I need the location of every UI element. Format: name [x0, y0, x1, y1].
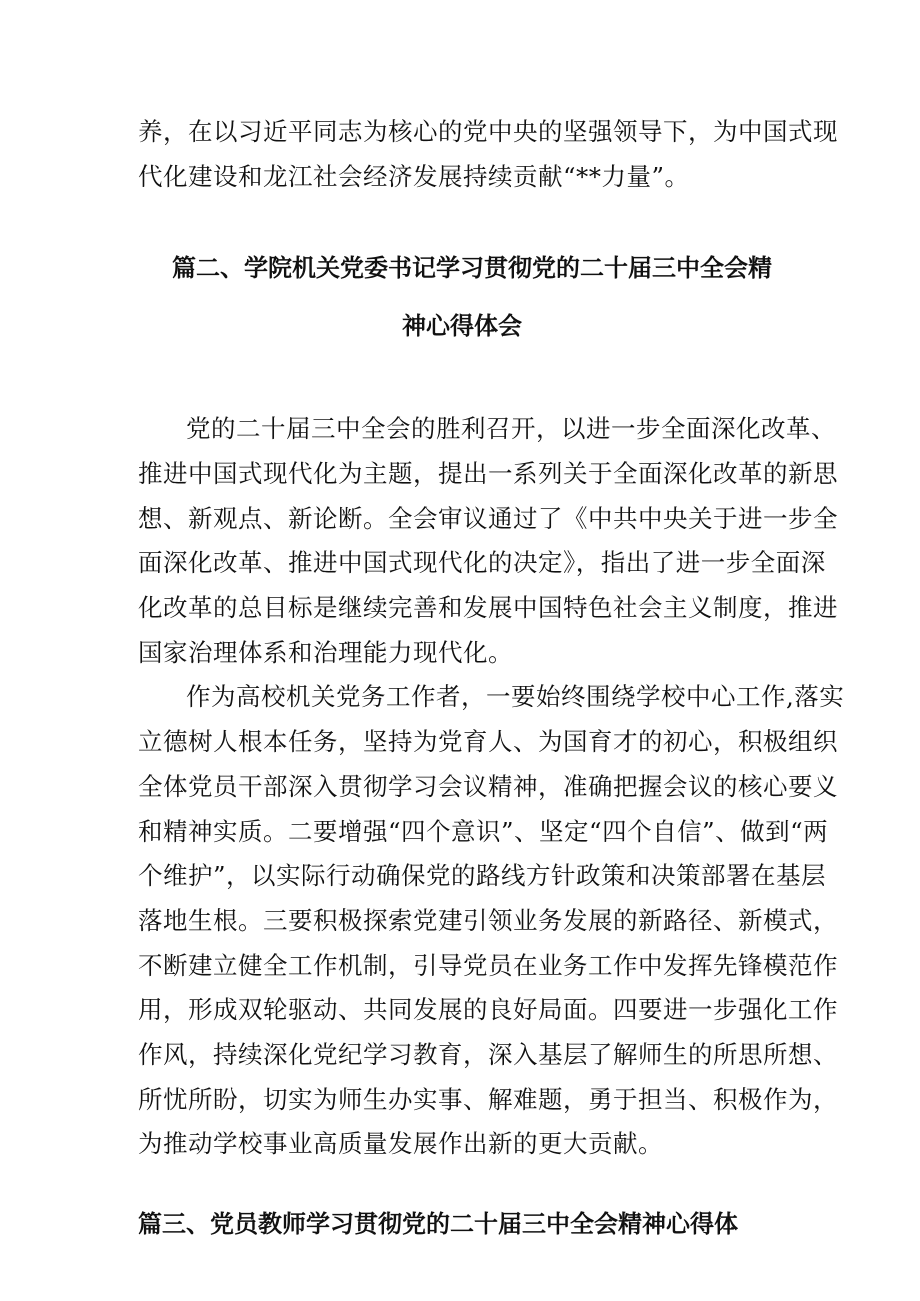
- section2-title-line-2: 神心得体会: [402, 312, 522, 340]
- s2-p2-line-11: 为推动学校事业高质量发展作出新的更大贡献。: [138, 1129, 663, 1158]
- s2-p2-line-8: 用，形成双轮驱动、共同发展的良好局面。四要进一步强化工作: [138, 995, 838, 1024]
- s2-p1-line-6: 国家治理体系和治理能力现代化。: [138, 638, 513, 667]
- s2-p2-line-9: 作风，持续深化党纪学习教育，深入基层了解师生的所思所想、: [138, 1040, 838, 1069]
- intro-line-2: 代化建设和龙江社会经济发展持续贡献“**力量”。: [138, 162, 690, 191]
- s2-p2-line-7: 不断建立健全工作机制，引导党员在业务工作中发挥先锋模范作: [138, 951, 838, 980]
- s2-p2-line-10: 所忧所盼，切实为师生办实事、解难题，勇于担当、积极作为，: [138, 1085, 838, 1114]
- section2-title-line-1: 篇二、学院机关党委书记学习贯彻党的二十届三中全会精: [172, 254, 772, 282]
- s2-p2-line-4: 和精神实质。二要增强“四个意识”、坚定“四个自信”、做到“两: [138, 817, 829, 846]
- s2-p2-line-1: 作为高校机关党务工作者，一要始终围绕学校中心工作,落实: [186, 682, 845, 711]
- s2-p2-line-3: 全体党员干部深入贯彻学习会议精神，准确把握会议的核心要义: [138, 772, 838, 801]
- section3-title-line-1: 篇三、党员教师学习贯彻党的二十届三中全会精神心得体: [138, 1210, 738, 1238]
- intro-line-1: 养，在以习近平同志为核心的党中央的坚强领导下，为中国式现: [138, 117, 838, 146]
- s2-p2-line-6: 落地生根。三要积极探索党建引领业务发展的新路径、新模式，: [138, 906, 838, 935]
- s2-p1-line-2: 推进中国式现代化为主题，提出一系列关于全面深化改革的新思: [138, 459, 838, 488]
- s2-p1-line-4: 面深化改革、推进中国式现代化的决定》，指出了进一步全面深: [138, 548, 826, 577]
- s2-p2-line-2: 立德树人根本任务，坚持为党育人、为国育才的初心，积极组织: [138, 727, 838, 756]
- s2-p1-line-3: 想、新观点、新论断。全会审议通过了《中共中央关于进一步全: [138, 504, 838, 533]
- s2-p2-line-5: 个维护”，以实际行动确保党的路线方针政策和决策部署在基层: [138, 861, 827, 890]
- s2-p1-line-1: 党的二十届三中全会的胜利召开，以进一步全面深化改革、: [186, 414, 836, 443]
- s2-p1-line-5: 化改革的总目标是继续完善和发展中国特色社会主义制度，推进: [138, 593, 838, 622]
